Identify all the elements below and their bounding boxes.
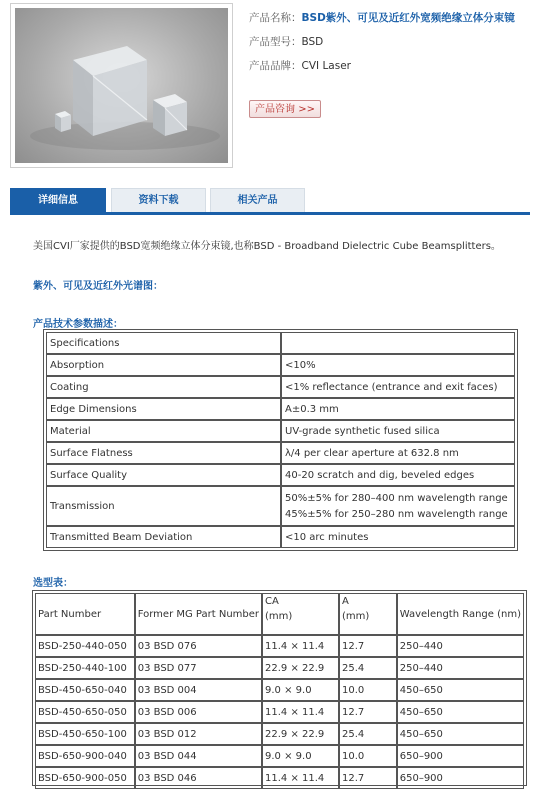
table-row: [35, 723, 524, 745]
spec-value-cell: λ/4 per clear aperture at 632.8 nm: [281, 442, 515, 464]
spectrum-section-title: 紫外、可见及近红外光谱图：: [33, 281, 163, 292]
col-header-part-number: Part Number: [35, 593, 135, 635]
spec-value-line: 45%±5% for 250–280 nm wavelength range: [285, 508, 508, 520]
spec-table-frame: [43, 329, 518, 551]
spec-header-empty-cell: [281, 332, 515, 354]
col-header-former-part-number: Former MG Part Number: [135, 593, 262, 635]
spec-value-cell: A±0.3 mm: [281, 398, 515, 420]
spec-name-cell: Edge Dimensions: [46, 398, 281, 420]
ca-cell: 9.0 × 9.0: [262, 679, 339, 701]
product-consult-button[interactable]: 产品咨询 >>: [249, 100, 321, 118]
product-model-label: 产品型号：: [249, 36, 302, 48]
spec-name-cell: Transmitted Beam Deviation: [46, 526, 281, 548]
part-number-cell: BSD-450-650-050: [35, 701, 135, 723]
product-name-label: 产品名称：: [249, 12, 302, 24]
product-model-value: BSD: [301, 36, 324, 48]
table-row: [35, 657, 524, 679]
col-header-a-label: A: [342, 596, 349, 607]
col-header-ca-unit: (mm): [265, 611, 293, 622]
a-cell: 12.7: [339, 635, 397, 657]
spec-name-cell: Transmission: [46, 486, 281, 526]
wavelength-cell: 450–650: [397, 723, 524, 745]
ca-cell: 22.9 × 22.9: [262, 657, 339, 679]
table-row: [46, 354, 515, 376]
ca-cell: 11.4 × 11.4: [262, 767, 339, 789]
tab-downloads[interactable]: 资料下载: [111, 188, 206, 212]
table-row: [46, 526, 515, 548]
spec-name-cell: Absorption: [46, 354, 281, 376]
tab-details[interactable]: 详细信息: [10, 188, 106, 212]
former-part-cell: 03 BSD 012: [135, 723, 262, 745]
a-cell: 12.7: [339, 701, 397, 723]
table-row: [46, 420, 515, 442]
former-part-cell: 03 BSD 044: [135, 745, 262, 767]
col-header-a-unit: (mm): [342, 611, 370, 622]
table-row: [46, 486, 515, 526]
tab-related-products[interactable]: 相关产品: [210, 188, 305, 212]
spec-header-cell: Specifications: [46, 332, 281, 354]
wavelength-cell: 450–650: [397, 701, 524, 723]
specs-section-title: 产品技术参数描述：: [33, 319, 123, 330]
spec-value-cell: 40-20 scratch and dig, beveled edges: [281, 464, 515, 486]
table-row: [46, 376, 515, 398]
wavelength-cell: 450–650: [397, 679, 524, 701]
spec-name-cell: Material: [46, 420, 281, 442]
former-part-cell: 03 BSD 046: [135, 767, 262, 789]
table-row: [35, 635, 524, 657]
spec-table: [46, 332, 515, 548]
spec-value-cell: UV-grade synthetic fused silica: [281, 420, 515, 442]
col-header-a: [339, 593, 397, 635]
spec-value-cell: [281, 486, 515, 526]
spec-value-cell: <10 arc minutes: [281, 526, 515, 548]
spec-name-cell: Coating: [46, 376, 281, 398]
product-brand-label: 产品品牌：: [249, 60, 302, 72]
ca-cell: 9.0 × 9.0: [262, 745, 339, 767]
selection-table-frame: [32, 590, 527, 786]
part-number-cell: BSD-250-440-100: [35, 657, 135, 679]
product-image: [15, 8, 228, 163]
table-row: [35, 679, 524, 701]
wavelength-cell: 250–440: [397, 657, 524, 679]
part-number-cell: BSD-650-900-040: [35, 745, 135, 767]
product-brand-row: [249, 58, 515, 82]
table-header-row: [35, 593, 524, 635]
a-cell: 25.4: [339, 657, 397, 679]
a-cell: 10.0: [339, 745, 397, 767]
wavelength-cell: 650–900: [397, 767, 524, 789]
selection-table: [35, 593, 524, 789]
table-row: [46, 442, 515, 464]
former-part-cell: 03 BSD 006: [135, 701, 262, 723]
part-number-cell: BSD-250-440-050: [35, 635, 135, 657]
former-part-cell: 03 BSD 077: [135, 657, 262, 679]
part-number-cell: BSD-450-650-040: [35, 679, 135, 701]
product-brand-value: CVI Laser: [301, 60, 351, 72]
product-image-frame: [10, 3, 233, 168]
col-header-ca-label: CA: [265, 596, 279, 607]
intro-text: 美国CVI厂家提供的BSD宽频绝缘立体分束镜,也称BSD - Broadband Dielectric Cube Beamsplitters。: [33, 241, 501, 252]
spec-value-line: 50%±5% for 280–400 nm wavelength range: [285, 492, 508, 504]
former-part-cell: 03 BSD 076: [135, 635, 262, 657]
table-row: [46, 398, 515, 420]
a-cell: 12.7: [339, 767, 397, 789]
col-header-ca: [262, 593, 339, 635]
a-cell: 10.0: [339, 679, 397, 701]
spec-name-cell: Surface Quality: [46, 464, 281, 486]
former-part-cell: 03 BSD 004: [135, 679, 262, 701]
spec-value-cell: <10%: [281, 354, 515, 376]
product-name-row: [249, 10, 515, 34]
table-row: [35, 767, 524, 789]
part-number-cell: BSD-650-900-050: [35, 767, 135, 789]
product-model-row: [249, 34, 515, 58]
a-cell: 25.4: [339, 723, 397, 745]
product-info: [249, 10, 515, 82]
spec-name-cell: Surface Flatness: [46, 442, 281, 464]
ca-cell: 22.9 × 22.9: [262, 723, 339, 745]
spec-value-cell: <1% reflectance (entrance and exit faces): [281, 376, 515, 398]
ca-cell: 11.4 × 11.4: [262, 635, 339, 657]
table-row: [46, 332, 515, 354]
beamsplitter-cubes-graphic: [15, 8, 228, 163]
selection-section-title: 选型表：: [33, 578, 73, 589]
ca-cell: 11.4 × 11.4: [262, 701, 339, 723]
table-row: [46, 464, 515, 486]
part-number-cell: BSD-450-650-100: [35, 723, 135, 745]
col-header-wavelength-range: Wavelength Range (nm): [397, 593, 524, 635]
product-name-value: BSD紫外、可见及近红外宽频绝缘立体分束镜: [301, 12, 515, 24]
wavelength-cell: 650–900: [397, 745, 524, 767]
tab-bar: [10, 188, 530, 215]
table-row: [35, 745, 524, 767]
wavelength-cell: 250–440: [397, 635, 524, 657]
table-row: [35, 701, 524, 723]
